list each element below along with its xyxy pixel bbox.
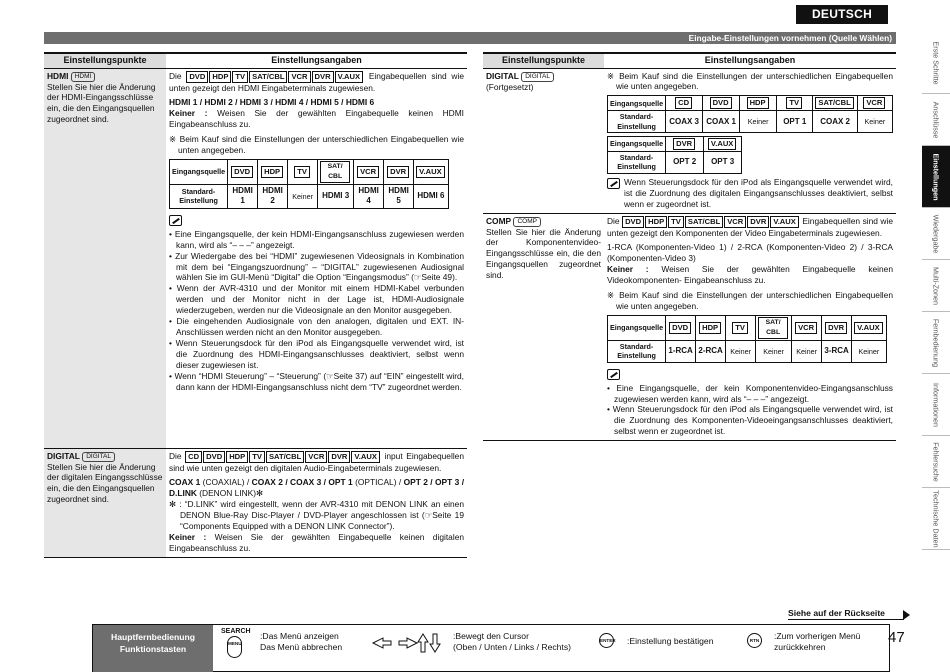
hdmi-note: • Zur Wiedergabe des bei “HDMI” zugewiesenen Videosignals in Kombination mit dem bei “Eingangszuordnung” – “DIGITAL” zugewiesenen Audiosignal wählen Sie im GUI-Menü “Digital” die Option “Eingangsmodus” (☞Seite 49). [169,250,464,283]
digital-description: Stellen Sie hier die Änderung der digitalen Eingangsschlüsse ein, die den Eingangsquellen zugeordnet sind. [47,461,163,505]
source-button: SAT/CBL [266,451,304,463]
hdmi-none: Keiner : Weisen Sie der gewählten Eingabequelle keinen HDMI Eingabeanschluss zu. [169,108,465,130]
cursor-arrows-icon [371,632,441,654]
note-pencil-icon [607,369,620,380]
digital-none: Keiner : Weisen Sie der gewählten Eingabequelle keinen digitalen Eingabeanschluss zu. [169,532,465,553]
source-button: DVR [312,71,334,83]
digital-asterisk-note: ✻ : “D.LINK” wird eingestellt, wenn der AVR-4310 mit DENON LINK an einen DENON Blue-Ray Disc-Player / DVD-Player angeschlossen ist (☞Seite 19 “Components Equipped with a DENON LINK Connector”). [169,499,464,532]
return-icon: RTN [747,633,762,648]
source-button: V.AUX [351,451,380,463]
comp-none: Keiner : Weisen Sie der gewählten Eingabequelle keinen Videokomponenten- Eingabeanschluss zu. [607,264,894,286]
source-button: SAT/CBL [249,71,287,83]
enter-icon: ENTER [599,633,614,648]
comp-row [483,213,896,441]
next-page-link[interactable]: Siehe auf der Rückseite [788,608,904,620]
hdmi-intro: Die DVD HDP TV SAT/CBL VCR DVR V.AUX Eingabequellen sind wie unten gezeigt den HDMI Eingabeterminals zugewiesen. [169,70,465,93]
source-button: VCR [288,71,310,83]
menu-text: :Das Menü anzeigen Das Menü abbrechen [260,631,343,652]
source-button: TV [668,216,684,228]
col-header-details: Einstellungsangaben [166,53,467,68]
hdmi-purchase-note: ※ Beim Kauf sind die Einstellungen der unterschiedlichen Eingabequellen wie unten angegeben. [169,134,464,156]
comp-title: COMP [486,215,512,226]
hdmi-description: Stellen Sie hier die Änderung der HDMI-Eingangsschlüsse ein, die den Eingangsquellen zugeordnet sind. [47,81,156,125]
side-tab-technische-daten[interactable]: Technische Daten [922,488,950,550]
arrow-right-icon [903,610,910,620]
source-button: CD [185,451,202,463]
digital-cont-description: (Fortgesetzt) [486,81,534,92]
comp-note: • Wenn Steuerungsdock für den iPod als Eingangsquelle verwendet wird, ist die Zuordnung des Komponenten-Videoeingangsanschlusses deaktiviert, selbst wenn er zugeordnet ist. [607,404,893,437]
hdmi-note: • Wenn der AVR-4310 und der Monitor mit einem HDMI-Kabel verbunden werden und der Monitor nicht in der Lage ist, HDMI-Audiosignale wiederzugeben, werden nur die Videosignale an den Monitor ausgegeben. [169,283,464,316]
col-header-items: Einstellungspunkte [483,53,604,68]
source-button: HDP [645,216,667,228]
note-pencil-icon [169,215,182,226]
source-button: V.AUX [335,71,364,83]
source-button: DVD [203,451,225,463]
digital-tag: DIGITAL [82,452,115,462]
source-button: VCR [724,216,746,228]
right-settings-table [483,52,896,441]
digital-default-table-1: Eingangsquelle CD DVD HDP TV SAT/CBL VCR Standard-Einstellung COAX 3 COAX 1 Keiner OPT 1 COAX 2 Keiner [607,95,893,133]
comp-options: 1-RCA (Komponenten-Video 1) / 2-RCA (Komponenten-Video 2) / 3-RCA (Komponenten-Video 3) [607,242,893,264]
note-pencil-icon [607,178,620,189]
left-settings-table [44,52,467,558]
hdmi-note: • Wenn “HDMI Steuerung” – “Steuerung” (☞Seite 37) auf “EIN” eingestellt wird, dann kann der HDMI-Eingangsanschluss nicht dem “TV” zugeordnet werden. [169,370,465,392]
source-button: DVD [186,71,208,83]
hdmi-options: HDMI 1 / HDMI 2 / HDMI 3 / HDMI 4 / HDMI 5 / HDMI 6 [169,97,375,108]
side-tab-fehlersuche[interactable]: Fehlersuche [922,436,950,488]
comp-default-table: Eingangsquelle DVD HDP TV SAT/ CBL VCR DVR V.AUX Standard-Einstellung 1-RCA 2-RCA Keiner Keiner Keiner 3-RCA Keiner [607,315,887,363]
digital-cont-purchase-note: ※ Beim Kauf sind die Einstellungen der unterschiedlichen Eingabequellen wie unten angegeben. [607,70,893,92]
language-tab[interactable]: DEUTSCH [796,5,888,24]
enter-text: :Einstellung bestätigen [627,636,714,646]
digital-cont-tag: DIGITAL [521,72,554,82]
side-tab-anschluesse[interactable]: Anschlüsse [922,94,950,146]
digital-title: DIGITAL [47,450,80,461]
side-tab-multi-zonen[interactable]: Multi-Zonen [922,260,950,312]
source-button: V.AUX [770,216,799,228]
menu-icon: MENU [227,636,242,658]
source-button: TV [232,71,248,83]
source-button: TV [249,451,265,463]
comp-description: Stellen Sie hier die Änderung der Komponentenvideo-Eingangsschlüsse ein, die den Eingangsquellen zugeordnet sind. [486,226,601,281]
source-button: HDP [209,71,231,83]
side-tab-wiedergabe[interactable]: Wiedergabe [922,208,950,260]
hdmi-note: • Die eingehenden Audiosignale von den analogen, digitalen und EXT. IN-Anschlüssen werden nicht an den Monitor ausgegeben. [169,316,465,338]
source-button: DVR [328,451,350,463]
comp-note: • Eine Eingangsquelle, der kein Komponentenvideo-Eingangsanschluss zugewiesen werden kann, wird als “– – –” angezeigt. [607,382,893,404]
digital-intro: Die CD DVD HDP TV SAT/CBL VCR DVR V.AUX input Eingabequellen sind wie unten gezeigt den digitalen Audio-Eingabeterminals zugewiesen. [169,450,464,473]
source-button: HDP [226,451,248,463]
hdmi-title: HDMI [47,70,69,81]
digital-default-table-2: Eingangsquelle DVR V.AUX Standard-Einstellung OPT 2 OPT 3 [607,136,742,174]
hdmi-row [44,68,467,448]
digital-cont-row [483,68,896,213]
section-title-bar: Eingabe-Einstellungen vornehmen (Quelle Wählen) [44,32,896,44]
search-label: SEARCH [221,628,251,635]
source-button: SAT/CBL [685,216,723,228]
footer-title: Hauptfernbedienung Funktionstasten [93,625,213,672]
side-tab-fernbedienung[interactable]: Fernbedienung [922,312,950,374]
side-tab-einstellungen[interactable]: Einstellungen [922,146,950,208]
comp-intro: Die DVD HDP TV SAT/CBL VCR DVR V.AUX Eingabequellen sind wie unten gezeigt den Komponenten der Video Eingabeterminals zugewiesen. [607,215,894,238]
digital-cont-title: DIGITAL [486,70,519,81]
source-button: DVD [622,216,644,228]
comp-purchase-note: ※ Beim Kauf sind die Einstellungen der unterschiedlichen Eingabequellen wie unten angegeben. [607,290,893,312]
page-number: 47 [888,629,905,646]
hdmi-default-table: Eingangsquelle DVD HDP TV SAT/ CBL VCR DVR V.AUX Standard-Einstellung HDMI 1 HDMI 2 Keiner HDMI 3 HDMI 4 HDMI 5 HDMI 6 [169,159,449,209]
side-tab-informationen[interactable]: Informationen [922,374,950,436]
source-button: VCR [305,451,327,463]
hdmi-tag: HDMI [71,72,96,82]
comp-tag: COMP [513,217,541,227]
side-tab-erste-schritte[interactable]: Erste Schritte [922,32,950,94]
source-button: DVR [747,216,769,228]
hdmi-note: • Wenn Steuerungsdock für den iPod als Eingangsquelle verwendet wird, ist die Zuordnung des HDMI-Eingangsanschlusses deaktiviert, selbst wenn dieser zugewiesen ist. [169,337,464,370]
remote-functions-footer [92,624,890,672]
col-header-items: Einstellungspunkte [44,53,166,68]
hdmi-note: • Eine Eingangsquelle, der kein HDMI-Eingangsanschluss zugewiesen werden kann, wird als “– – –” angezeigt. [169,228,464,250]
return-text: :Zum vorherigen Menü zurückkehren [774,631,861,652]
cursor-text: :Bewegt den Cursor (Oben / Unten / Links / Rechts) [453,631,571,652]
col-header-details: Einstellungsangaben [604,53,896,68]
digital-options: COAX 1 (COAXIAL) / COAX 2 / COAX 3 / OPT 1 (OPTICAL) / OPT 2 / OPT 3 / D.LINK (DENON LINK)✻ [169,477,465,499]
digital-row [44,448,467,557]
digital-cont-note: Wenn Steuerungsdock für den iPod als Eingangsquelle verwendet wird, ist die Zuordnung des digitalen Eingangsanschlusses deaktiviert, selbst wenn er zugeordnet ist. [607,177,893,210]
side-tabs [922,32,950,550]
